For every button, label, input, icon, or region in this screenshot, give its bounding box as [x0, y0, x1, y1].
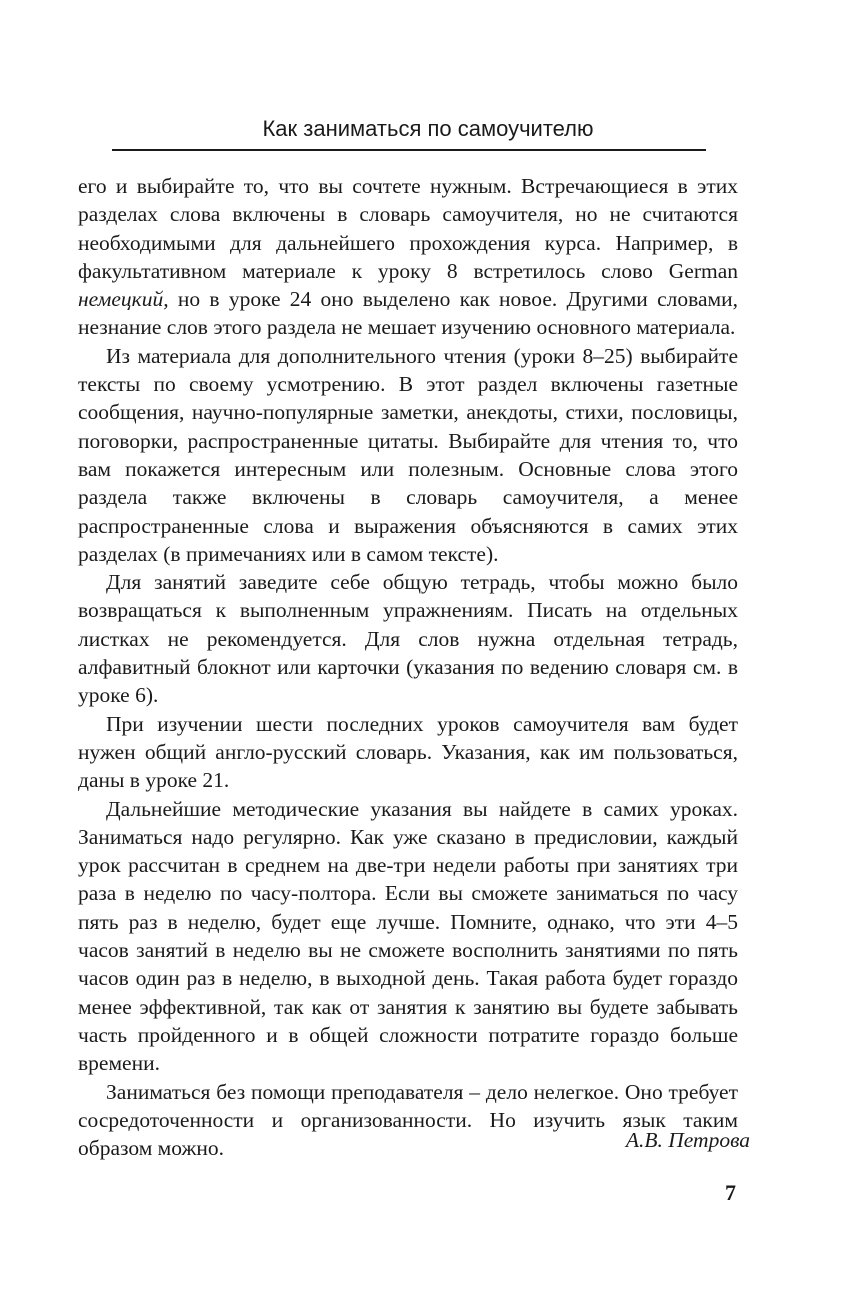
paragraph-5: Дальнейшие методические указания вы найдете в самих уроках. Заниматься надо регулярно. Как уже сказано в предисловии, каждый урок рассчитан в среднем на две-три недели работы при занятиях три раза в неделю по часу-полтора. Если вы сможете заниматься по часу пять раз в неделю, будет еще лучше. Помните, однако, что эти 4–5 часов занятий в неделю вы не сможете восполнить занятиями по пять часов один раз в неделю, в выходной день. Такая работа будет гораздо менее эффективной, так как от занятия к занятию вы будете забывать часть пройденного и в общей сложности потратите гораздо больше времени. — [78, 796, 738, 1076]
body-text — [78, 172, 738, 1162]
paragraph-6: Заниматься без помощи преподавателя – дело нелегкое. Оно требует сосредоточенности и организованности. Но изучить язык таким образом можно. — [78, 1079, 738, 1161]
paragraph-3: Для занятий заведите себе общую тетрадь, чтобы можно было возвращаться к выполненным упражнениям. Писать на отдельных листках не рекомендуется. Для слов нужна отдельная тетрадь, алфавитный блокнот или карточки (указания по ведению словаря см. в уроке 6). — [78, 570, 738, 708]
header-rule — [112, 149, 706, 151]
page-number: 7 — [725, 1180, 736, 1205]
paragraph-1-start: его и выбирайте то, что вы сочтете нужным. Встречающиеся в этих разделах слова включены в словарь самоучителя, но не считаются необходимыми для дальнейшего прохождения курса. Например, в факультативном материале к уроку 8 встретилось слово German — [78, 174, 738, 283]
author-signature: А.В. Петрова — [625, 1128, 750, 1152]
running-header: Как заниматься по самоучителю — [262, 116, 594, 141]
paragraph-1 — [78, 172, 738, 342]
paragraph-4: При изучении шести последних уроков самоучителя вам будет нужен общий англо-русский словарь. Указания, как им пользоваться, даны в уроке 21. — [78, 711, 738, 793]
paragraph-1-end: но в уроке 24 оно выделено как новое. Другими словами, незнание слов этого раздела не мешает изучению основного материала. — [78, 287, 738, 340]
paragraph-1-italic: немецкий, — [78, 287, 169, 312]
paragraph-2: Из материала для дополнительного чтения (уроки 8–25) выбирайте тексты по своему усмотрению. В этот раздел включены газетные сообщения, научно-популярные заметки, анекдоты, стихи, пословицы, поговорки, распространенные цитаты. Выбирайте для чтения то, что вам покажется интересным или полезным. Основные слова этого раздела также включены в словарь самоучителя, а менее распространенные слова и выражения объясняются в самих этих разделах (в примечаниях или в самом тексте). — [78, 343, 738, 566]
